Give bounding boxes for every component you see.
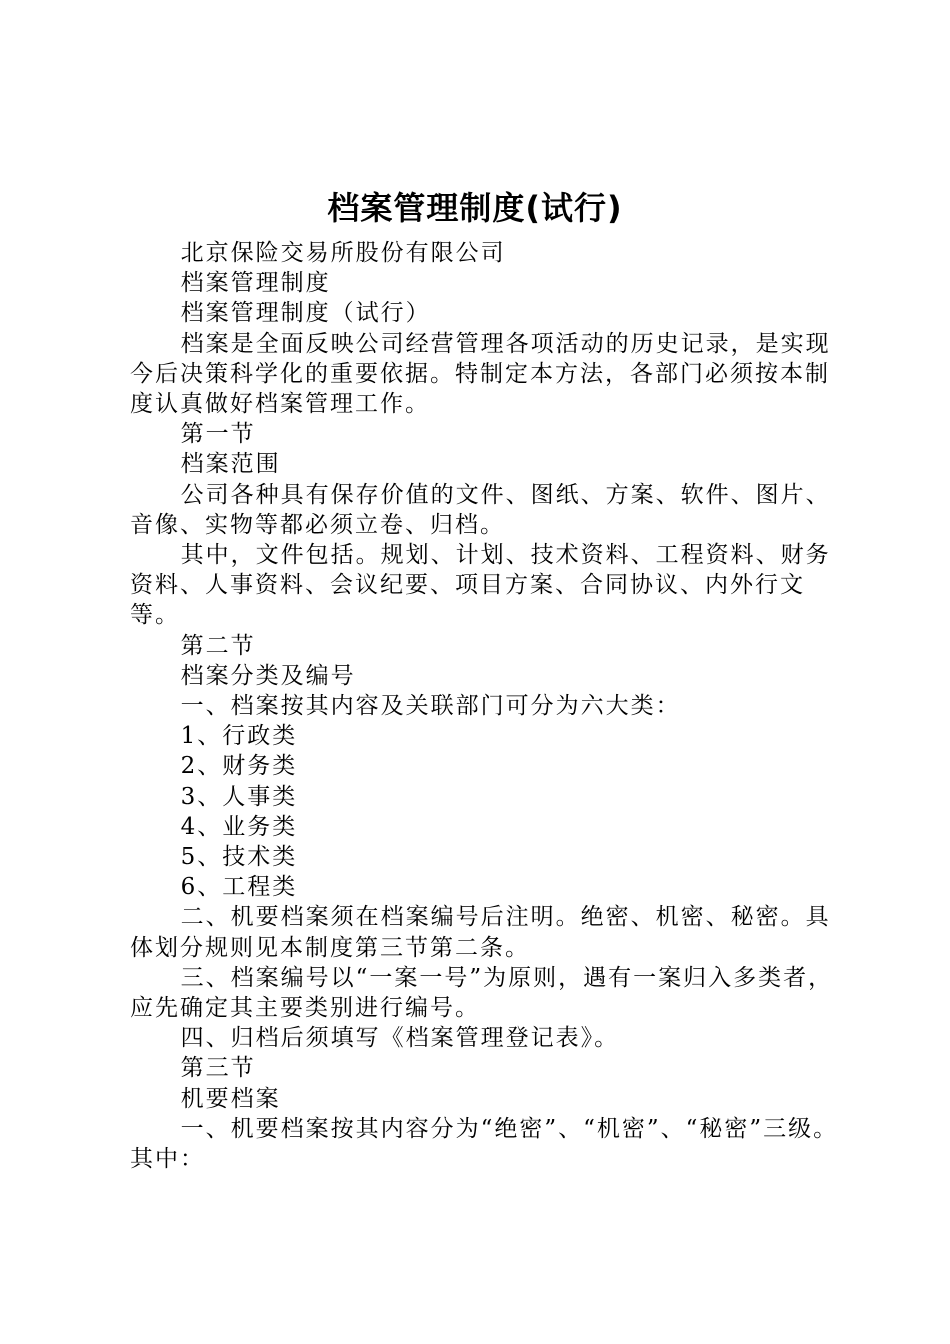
paragraph-heading: 档案管理制度 xyxy=(180,270,331,297)
paragraph-heading-trial: 档案管理制度（试行） xyxy=(180,300,431,327)
document-title: 档案管理制度(试行) xyxy=(327,189,623,227)
list-item: 5、技术类 xyxy=(180,844,298,871)
section-heading: 第二节 xyxy=(180,632,256,659)
paragraph: 一、机要档案按其内容分为“绝密”、“机密”、“秘密”三级。其中： xyxy=(130,1115,839,1173)
list-item: 1、行政类 xyxy=(180,723,298,750)
section-heading: 第三节 xyxy=(180,1055,256,1082)
paragraph: 三、档案编号以“一案一号”为原则，遇有一案归入多类者，应先确定其主要类别进行编号。 xyxy=(130,964,834,1022)
paragraph-company-name: 北京保险交易所股份有限公司 xyxy=(180,240,506,266)
document-body xyxy=(130,238,850,1174)
paragraph: 二、机要档案须在档案编号后注明。绝密、机密、秘密。具体划分规则见本制度第三节第二条。 xyxy=(130,904,831,961)
section-title: 档案分类及编号 xyxy=(180,662,356,689)
section-title: 机要档案 xyxy=(180,1085,281,1112)
list-item: 6、工程类 xyxy=(180,874,298,901)
list-item: 4、业务类 xyxy=(180,813,298,840)
paragraph: 一、档案按其内容及关联部门可分为六大类： xyxy=(180,693,681,720)
paragraph-intro: 档案是全面反映公司经营管理各项活动的历史记录，是实现今后决策科学化的重要依据。特制定本方法，各部门必须按本制度认真做好档案管理工作。 xyxy=(130,330,831,418)
paragraph: 其中，文件包括。规划、计划、技术资料、工程资料、财务资料、人事资料、会议纪要、项目方案、合同协议、内外行文等。 xyxy=(130,542,831,629)
paragraph: 四、归档后须填写《档案管理登记表》。 xyxy=(180,1025,620,1052)
section-title: 档案范围 xyxy=(180,451,281,478)
list-item: 3、人事类 xyxy=(180,783,298,810)
list-item: 2、财务类 xyxy=(180,753,298,780)
section-heading: 第一节 xyxy=(180,421,256,448)
paragraph: 公司各种具有保存价值的文件、图纸、方案、软件、图片、音像、实物等都必须立卷、归档。 xyxy=(130,481,831,538)
